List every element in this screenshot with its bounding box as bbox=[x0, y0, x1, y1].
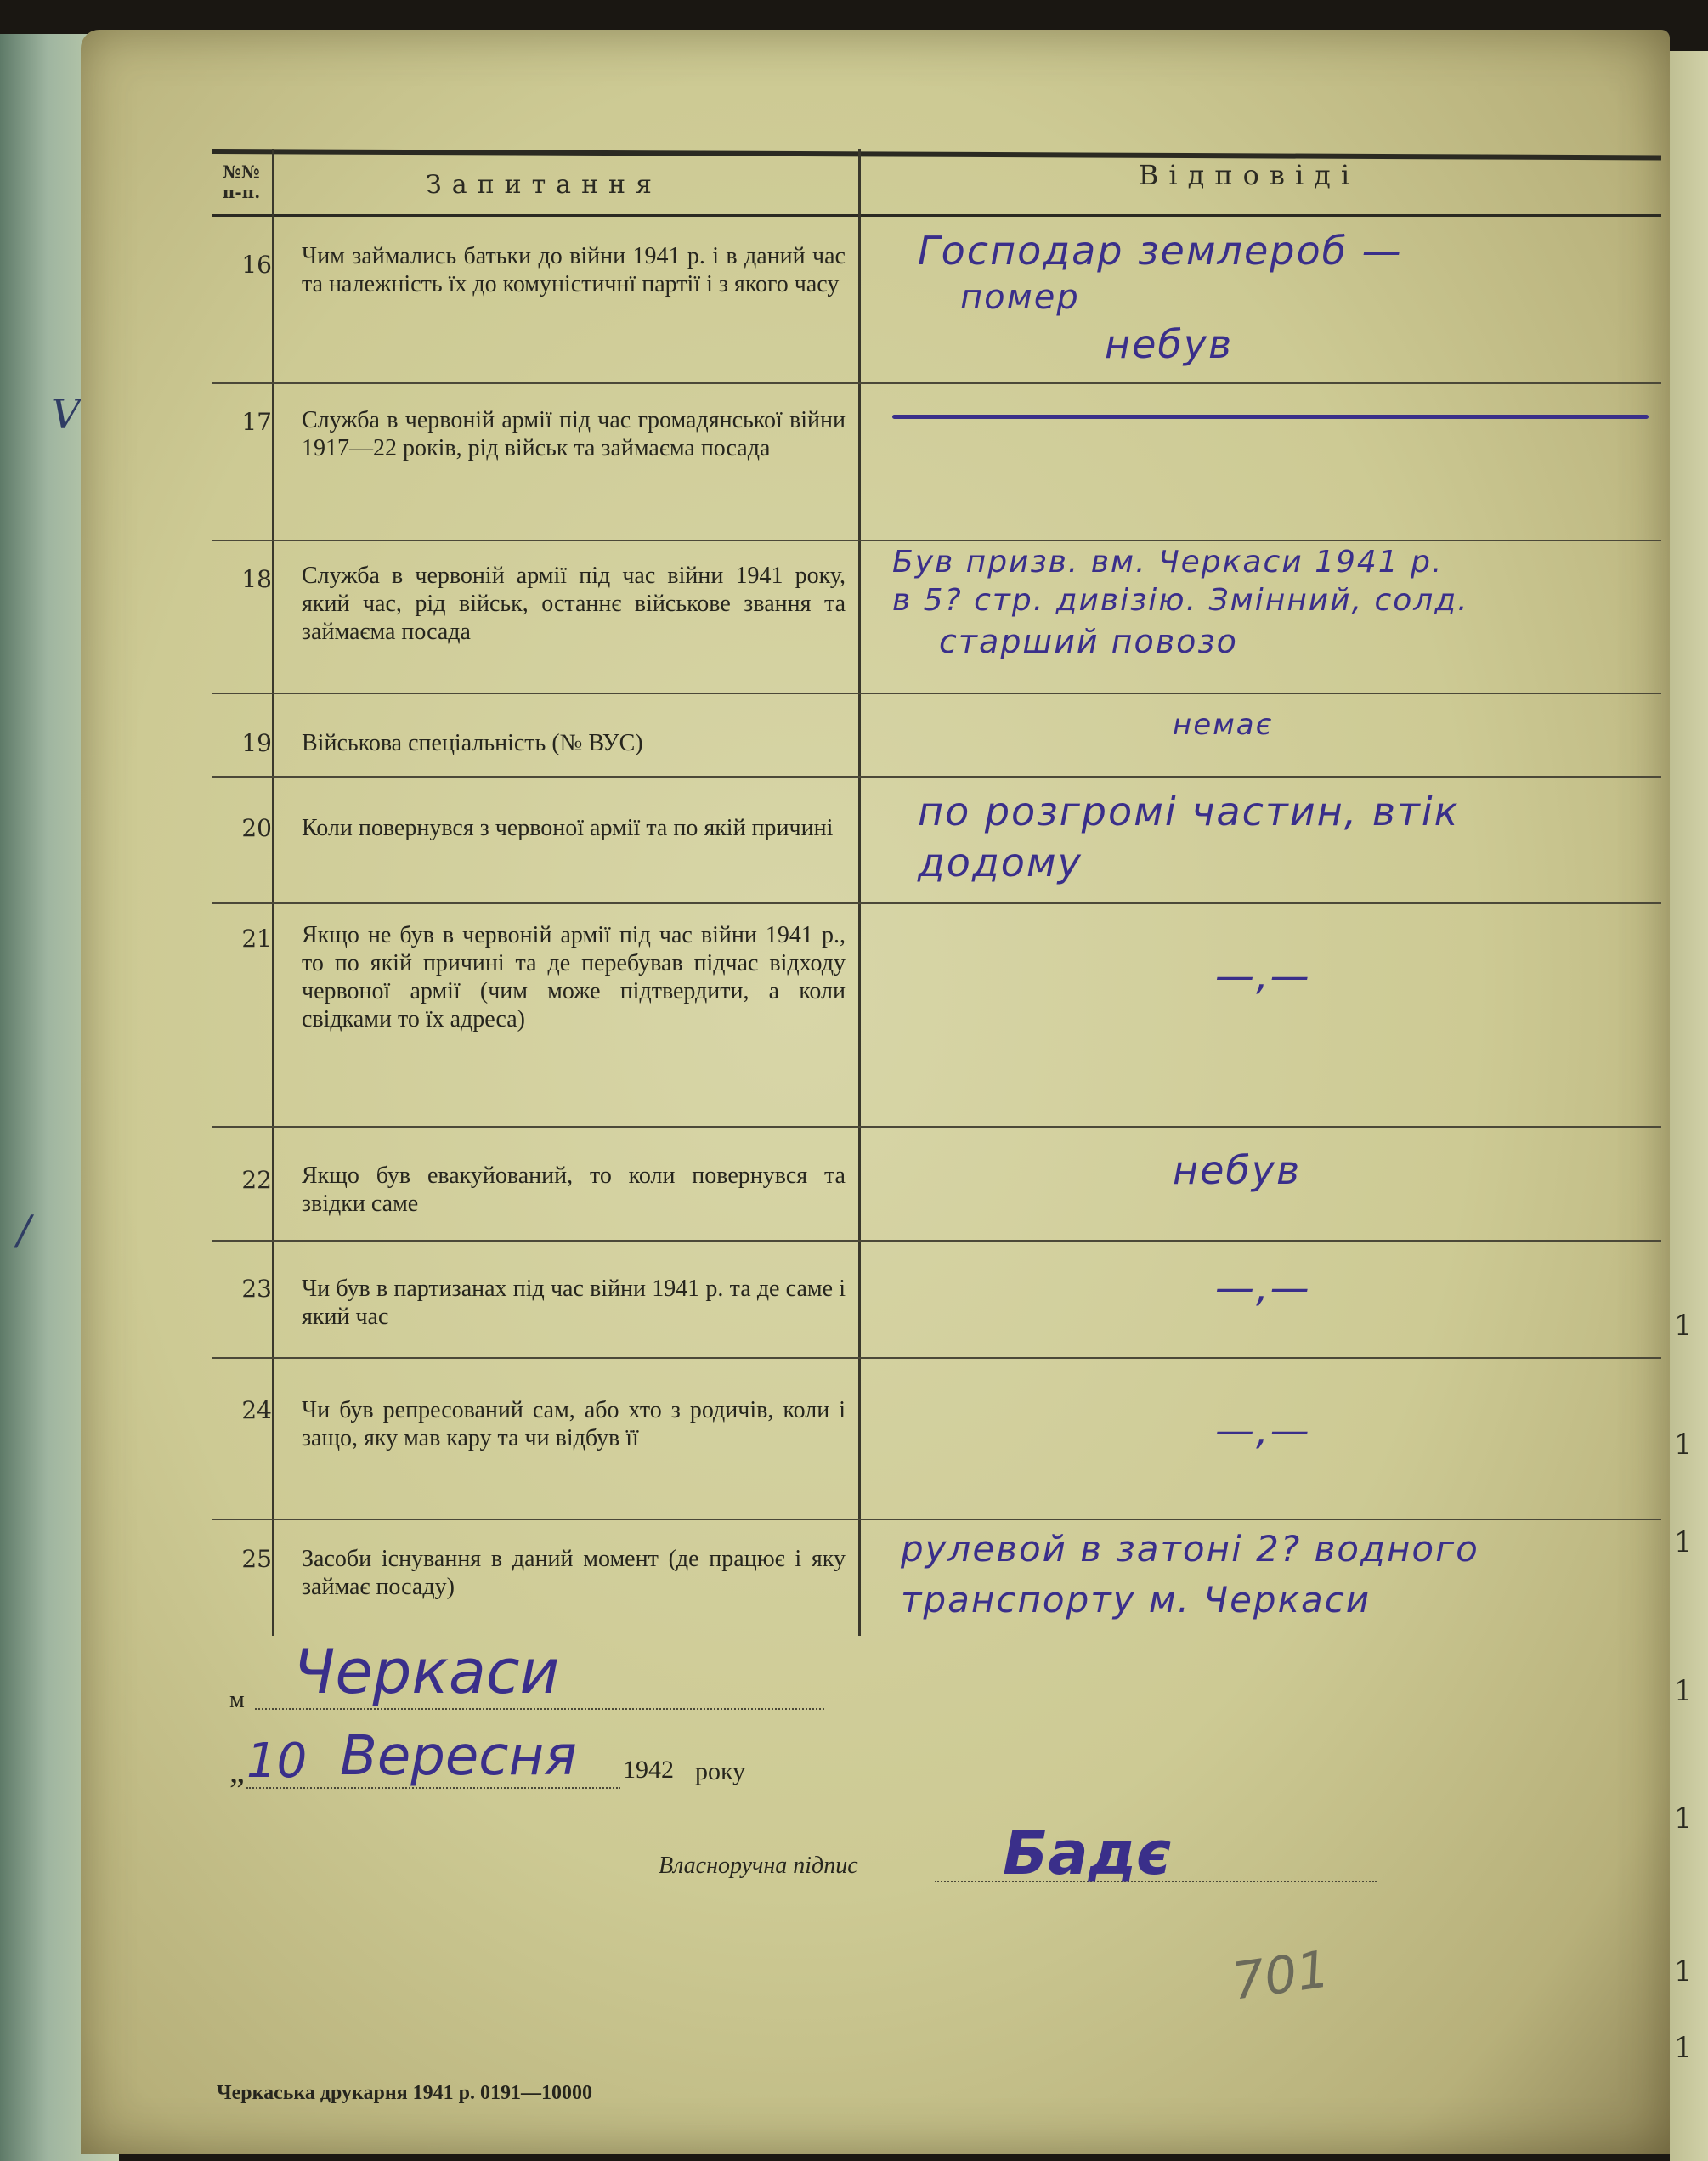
answer-dash bbox=[892, 415, 1649, 419]
row-question: Чим займались батьки до війни 1941 р. і в даний час та належність їх до комуністичнї партії і з якого часу bbox=[302, 243, 846, 297]
row-number: 23 bbox=[241, 1275, 272, 1303]
row-question: Служба в червоній армії під час громадянської війни 1917—22 років, рід військ та займаєма посада bbox=[302, 407, 846, 461]
row-number: 22 bbox=[241, 1166, 272, 1194]
answer-line: помер bbox=[960, 278, 1080, 317]
row-divider bbox=[212, 693, 1661, 694]
date-suffix: року bbox=[695, 1757, 746, 1785]
printer-imprint: Черкаська друкарня 1941 р. 0191—10000 bbox=[217, 2082, 593, 2104]
row-question: Якщо був евакуйований, то коли повернувся та звідки саме bbox=[302, 1163, 846, 1217]
row-question: Чи був в партизанах під час війни 1941 р. та де саме і який час bbox=[302, 1276, 846, 1330]
row-number: 24 bbox=[241, 1396, 272, 1424]
row-question: Служба в червоній армії під час війни 1941 року, який час, рід військ, останнє військове звання та займаєма посада bbox=[302, 563, 846, 645]
table-row bbox=[212, 1245, 1661, 1357]
answer-line: в 5? стр. дивізію. Змінний, солд. bbox=[892, 583, 1469, 618]
answer-line: старший повозо bbox=[939, 623, 1238, 660]
answer-line: небув bbox=[1173, 1147, 1302, 1193]
row-divider bbox=[212, 1357, 1661, 1359]
answer-line: —,— bbox=[1215, 953, 1311, 998]
table-row bbox=[212, 908, 1661, 1126]
answer-line: додому bbox=[918, 840, 1083, 885]
answer-line: по розгромі частин, втік bbox=[918, 789, 1460, 834]
table-header-rule bbox=[212, 214, 1661, 217]
date-open-quote: „ bbox=[229, 1751, 245, 1790]
answer-line: транспорту м. Черкаси bbox=[901, 1579, 1371, 1621]
margin-number: 1 bbox=[1674, 1674, 1693, 1708]
table-row bbox=[212, 1524, 1661, 1634]
edge-glyph: / bbox=[17, 1207, 31, 1254]
date-day-handwritten: 10 bbox=[246, 1734, 308, 1789]
row-number: 18 bbox=[241, 565, 272, 593]
row-number: 19 bbox=[241, 729, 272, 757]
row-question: Коли повернувся з червоної армії та по якій причині bbox=[302, 815, 834, 841]
row-question: Якщо не був в червоній армії під час війни 1941 р., то по якій причині та де перебував підчас відходу червоної армії (чим може підтвердити, а коли свідками то їх адреса) bbox=[302, 922, 846, 1032]
table-row bbox=[212, 1362, 1661, 1519]
answer-line: Господар землероб — bbox=[918, 228, 1403, 274]
row-divider bbox=[212, 1519, 1661, 1520]
margin-number: 1 bbox=[1674, 1309, 1693, 1343]
margin-number: 1 bbox=[1674, 1428, 1693, 1462]
header-question: Запитання bbox=[426, 170, 662, 200]
table-row bbox=[212, 782, 1661, 902]
row-number: 16 bbox=[241, 251, 272, 279]
row-question: Чи був репресований сам, або хто з родичів, коли і защо, яку мав кару та чи відбув її bbox=[302, 1397, 846, 1451]
margin-number: 1 bbox=[1674, 2031, 1693, 2065]
edge-glyph: V bbox=[51, 391, 81, 438]
row-divider bbox=[212, 1126, 1661, 1128]
date-year: 1942 bbox=[623, 1756, 674, 1784]
row-number: 25 bbox=[241, 1545, 272, 1573]
row-divider bbox=[212, 1240, 1661, 1242]
signature-label: Власноручна підпис bbox=[659, 1853, 858, 1879]
margin-number: 1 bbox=[1674, 1525, 1693, 1559]
answer-line: рулевой в затоні 2? водного bbox=[901, 1528, 1479, 1570]
table-row bbox=[212, 391, 1661, 540]
date-month-handwritten: Вересня bbox=[340, 1725, 577, 1788]
row-number: 20 bbox=[241, 814, 272, 842]
header-answer: Відповіді bbox=[1138, 159, 1360, 191]
answer-line: —,— bbox=[1215, 1264, 1311, 1310]
signature-handwritten: Бадє bbox=[1003, 1819, 1172, 1888]
header-number: №№ п-п. bbox=[222, 161, 261, 202]
row-divider bbox=[212, 540, 1661, 541]
city-handwritten: Черкаси bbox=[293, 1636, 560, 1707]
row-number: 17 bbox=[241, 408, 272, 436]
table-row bbox=[212, 699, 1661, 776]
row-question: Засоби існування в даний момент (де працює і яку займає посаду) bbox=[302, 1546, 846, 1600]
questionnaire-table bbox=[212, 149, 1661, 1636]
margin-number: 1 bbox=[1674, 1802, 1693, 1836]
answer-line: Був призв. вм. Черкаси 1941 р. bbox=[892, 545, 1444, 580]
margin-number: 1 bbox=[1674, 1955, 1693, 1988]
table-row bbox=[212, 1132, 1661, 1240]
date-line bbox=[246, 1787, 620, 1789]
city-prefix: м bbox=[229, 1687, 245, 1713]
table-row bbox=[212, 545, 1661, 693]
pencil-note: 701 bbox=[1228, 1939, 1333, 2012]
row-divider bbox=[212, 776, 1661, 778]
row-divider bbox=[212, 902, 1661, 904]
row-question: Військова спеціальність (№ ВУС) bbox=[302, 730, 643, 756]
answer-line: небув bbox=[1105, 321, 1234, 367]
answer-line: немає bbox=[1173, 708, 1274, 742]
row-number: 21 bbox=[241, 925, 272, 953]
answer-line: —,— bbox=[1215, 1407, 1311, 1453]
city-line bbox=[255, 1708, 824, 1710]
